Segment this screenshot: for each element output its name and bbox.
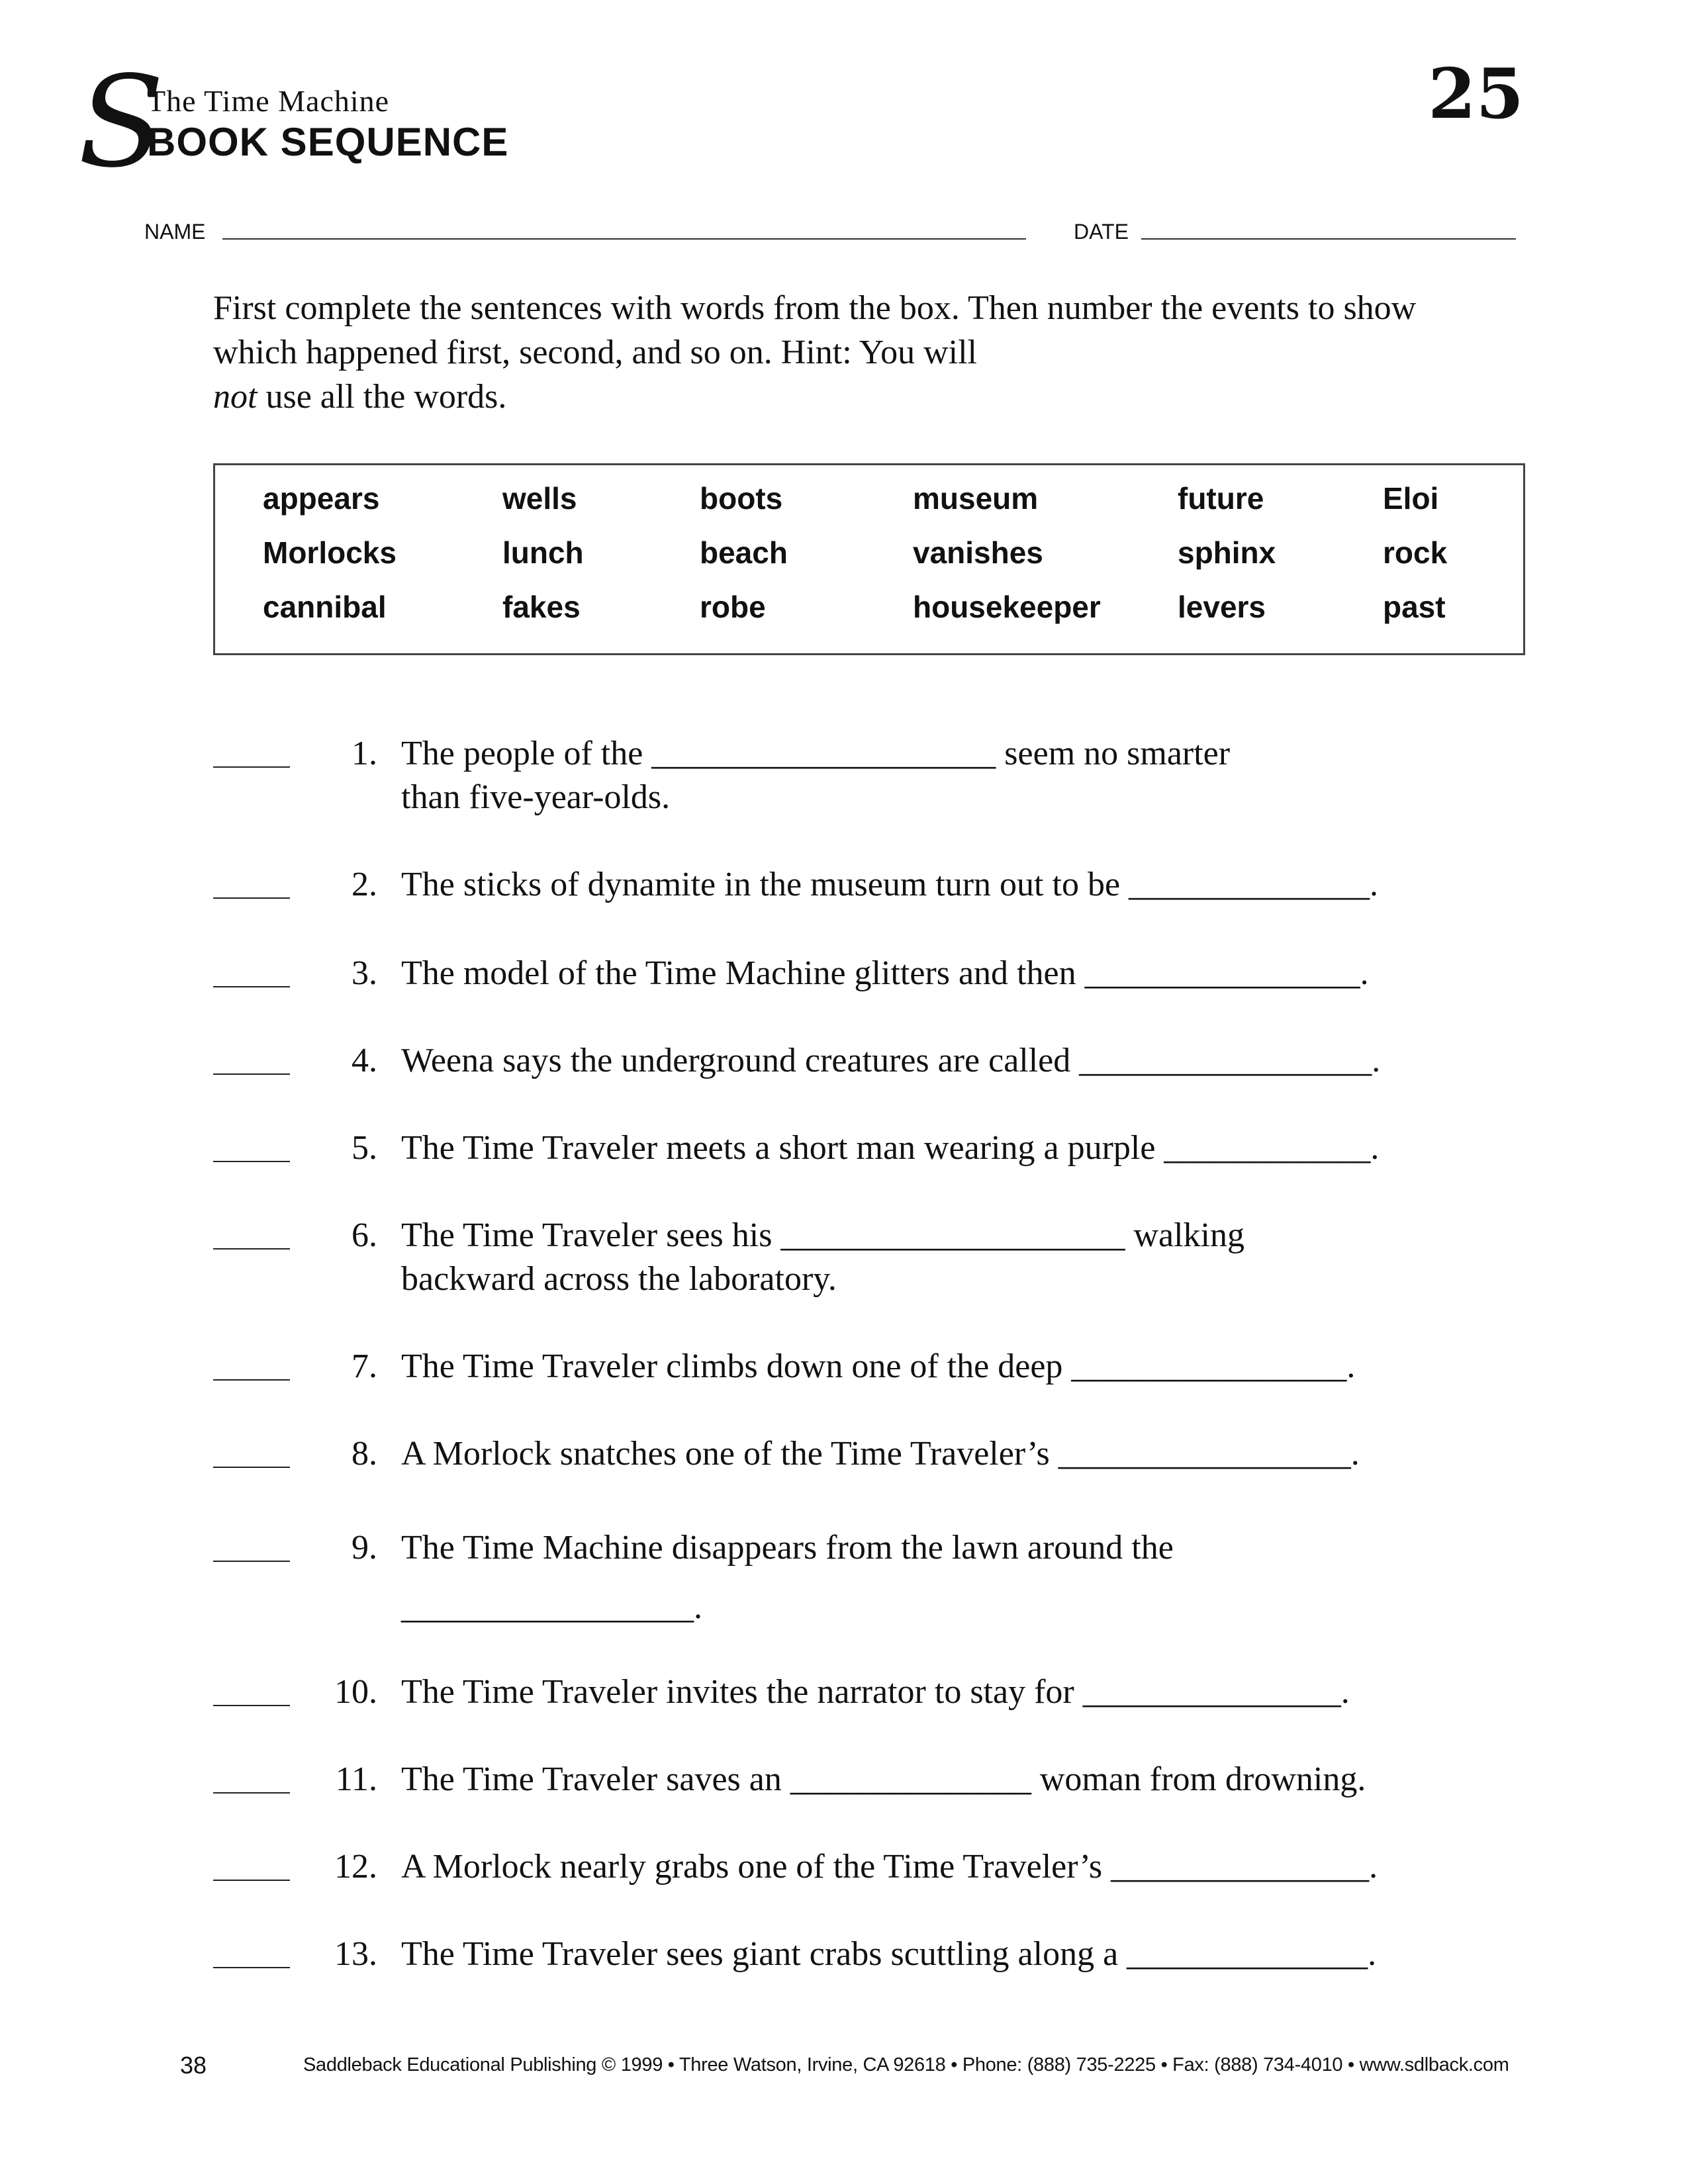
word-box-item: wells (502, 481, 577, 516)
question-number: 10. (334, 1673, 377, 1711)
question-text: The model of the Time Machine glitters and then ________________. (401, 954, 1369, 992)
sequence-answer-blank[interactable] (213, 1467, 290, 1468)
sequence-answer-blank[interactable] (213, 1967, 290, 1968)
sequence-answer-blank[interactable] (213, 1073, 290, 1075)
sequence-answer-blank[interactable] (213, 766, 290, 768)
word-box-item: robe (700, 590, 766, 624)
word-box-item: lunch (502, 535, 584, 570)
word-box-item: housekeeper (913, 590, 1101, 624)
question-line: than five-year-olds. (401, 778, 671, 816)
instructions (213, 286, 1444, 419)
sequence-answer-blank[interactable] (213, 986, 290, 987)
word-box-item: fakes (502, 590, 581, 624)
question-text: The sticks of dynamite in the museum turn out to be ______________. (401, 866, 1379, 903)
question-text: The Time Traveler meets a short man wearing a purple ____________. (401, 1129, 1380, 1167)
instructions-emphasis: not (213, 378, 258, 416)
date-line[interactable] (1141, 238, 1516, 240)
word-box-item: vanishes (913, 535, 1043, 570)
question-line: The Time Traveler sees his ____________________ walking (401, 1216, 1244, 1254)
word-box-item: cannibal (263, 590, 387, 624)
word-box-item: Eloi (1383, 481, 1439, 516)
question-number: 4. (352, 1042, 377, 1079)
footer-page-number: 38 (180, 2052, 207, 2079)
sequence-answer-blank[interactable] (213, 897, 290, 899)
word-box-item: appears (263, 481, 380, 516)
footer-credit: Saddleback Educational Publishing © 1999 • Three Watson, Irvine, CA 92618 • Phone: (888) 735-2225 • Fax: (888) 734-4010 • www.sdlback.com (303, 2054, 1509, 2075)
word-box-item: future (1178, 481, 1264, 516)
instructions-part1: First complete the sentences with words from the box. Then number the events to show which happened first, second, and so on. Hint: You will (213, 289, 1417, 371)
question-line: The people of the ____________________ seem no smarter (401, 735, 1231, 772)
question-text: The Time Traveler climbs down one of the deep ________________. (401, 1347, 1356, 1385)
question-number: 1. (352, 735, 377, 772)
sheet-title: BOOK SEQUENCE (147, 120, 509, 164)
name-label: NAME (144, 220, 206, 244)
question-number: 12. (334, 1848, 377, 1886)
word-box-item: museum (913, 481, 1039, 516)
question-text: A Morlock snatches one of the Time Traveler’s _________________. (401, 1435, 1360, 1473)
question-text: A Morlock nearly grabs one of the Time Traveler’s _______________. (401, 1848, 1378, 1886)
date-label: DATE (1074, 220, 1129, 244)
sequence-answer-blank[interactable] (213, 1248, 290, 1250)
question-number: 5. (352, 1129, 377, 1167)
word-box-item: boots (700, 481, 783, 516)
publisher-logo: S (78, 49, 165, 195)
sequence-answer-blank[interactable] (213, 1792, 290, 1794)
name-line[interactable] (222, 238, 1026, 240)
word-box (213, 463, 1525, 655)
question-number: 13. (334, 1935, 377, 1973)
question-text: The Time Traveler saves an ______________ woman from drowning. (401, 1760, 1366, 1798)
question-text: The Time Traveler invites the narrator to stay for _______________. (401, 1673, 1350, 1711)
question-line: backward across the laboratory. (401, 1260, 837, 1298)
question-number: 11. (335, 1760, 377, 1798)
sequence-answer-blank[interactable] (213, 1561, 290, 1562)
word-box-item: Morlocks (263, 535, 397, 570)
word-box-item: beach (700, 535, 788, 570)
instructions-part2: use all the words. (265, 378, 507, 416)
activity-number: 25 (1428, 53, 1524, 134)
question-line: The Time Machine disappears from the lawn around the (401, 1529, 1174, 1567)
question-line: _________________. (401, 1588, 702, 1626)
question-number: 2. (352, 866, 377, 903)
series-title: The Time Machine (147, 84, 390, 118)
word-box-item: sphinx (1178, 535, 1276, 570)
question-text (401, 1214, 1526, 1301)
question-number: 9. (352, 1529, 377, 1567)
word-box-item: levers (1178, 590, 1266, 624)
question-number: 8. (352, 1435, 377, 1473)
sequence-answer-blank[interactable] (213, 1379, 290, 1381)
question-text (401, 732, 1526, 819)
question-number: 7. (352, 1347, 377, 1385)
question-number: 3. (352, 954, 377, 992)
question-text (401, 1526, 1526, 1629)
question-text: Weena says the underground creatures are called _________________. (401, 1042, 1381, 1079)
word-box-item: rock (1383, 535, 1448, 570)
sequence-answer-blank[interactable] (213, 1880, 290, 1881)
sequence-answer-blank[interactable] (213, 1705, 290, 1706)
question-number: 6. (352, 1216, 377, 1254)
sequence-answer-blank[interactable] (213, 1161, 290, 1162)
question-text: The Time Traveler sees giant crabs scuttling along a ______________. (401, 1935, 1377, 1973)
word-box-item: past (1383, 590, 1446, 624)
